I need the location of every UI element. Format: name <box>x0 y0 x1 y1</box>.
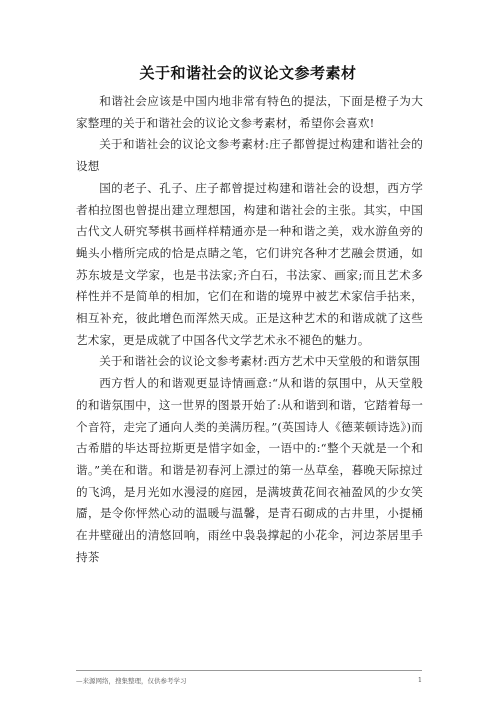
page-number: 1 <box>417 676 422 684</box>
footer-source-note: —来源网络，搜集整理，仅供参考学习 <box>76 677 187 685</box>
section-heading-western-art: 关于和谐社会的议论文参考素材:西方艺术中天堂般的和谐氛围 <box>99 354 421 369</box>
body-paragraph: 国的老子、孔子、庄子都曾提过构建和谐社会的设想，西方学者柏拉图也曾提出建立理想国，构建和谐社会的主张。其实，中国古代文人研究琴棋书画样样精通亦是一种和谐之美，戏水游鱼旁的蝇头小楷所完成的恰是点睛之笔，它们讲究各种才艺融会贯通，如苏东坡是文学家，也是书法家;齐白石，书法家、画家;而且艺术多样性并不是简单的相加，它们在和谐的境界中被艺术家信手拈来，相互补充，彼此增色而浑然天成。正是这种艺术的和谐成就了这些艺术家，更是成就了中国各代文学艺术永不褪色的魅力。 <box>76 180 423 347</box>
section-heading-zhuangzi: 关于和谐社会的议论文参考素材:庄子都曾提过构建和谐社会的设想 <box>76 137 423 174</box>
body-paragraph: 西方哲人的和谐观更显诗情画意:“从和谐的氛围中，从天堂般的和谐氛围中，这一世界的图景开始了:从和谐到和谐，它踏着每一个音符，走完了通向人类的美满历程。”(英国诗人《德莱顿诗选》)而古希腊的毕达哥拉斯更是惜字如金，一语中的:“整个天就是一个和谐。”美在和谐。和谐是初春河上漂过的第一丛草垒，暮晚天际掠过的飞鸿，是月光如水漫浸的庭园，是满坡黄花间衣袖盈风的少女笑靥，是令你怦然心动的温暖与温馨，是青石砌成的古井里，小提桶在井壁碰出的清悠回响，雨丝中袅袅撑起的小花伞，河边茶居里手持茶 <box>76 376 423 564</box>
intro-paragraph: 和谐社会应该是中国内地非常有特色的提法，下面是橙子为大家整理的关于和谐社会的议论文参考素材，希望你会喜欢! <box>76 94 423 130</box>
document-body <box>76 91 423 568</box>
footer-divider <box>76 670 422 671</box>
document-title: 关于和谐社会的议论文参考素材 <box>139 64 357 82</box>
